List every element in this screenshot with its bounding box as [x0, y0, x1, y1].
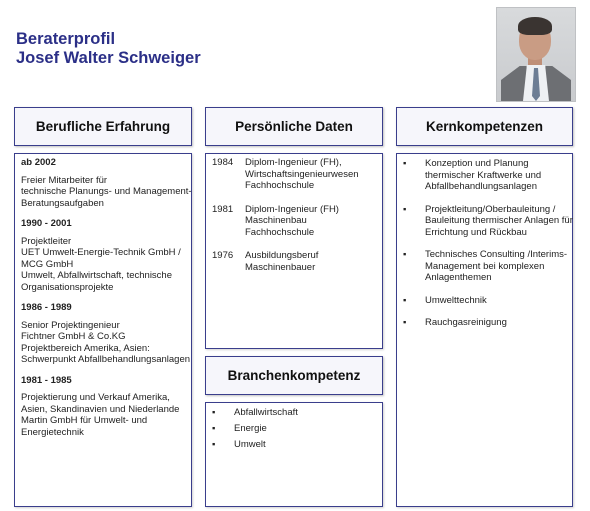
industry-item-text: [234, 407, 298, 419]
education-text: [245, 204, 339, 239]
competency-item: [403, 295, 566, 307]
header-kernkompetenzen: Kernkompetenzen: [396, 107, 573, 146]
industry-item-line: Umwelt: [234, 439, 266, 450]
experience-panel: [14, 153, 192, 507]
industry-item-line: Energie: [234, 423, 267, 434]
education-row: [212, 157, 376, 192]
portrait-photo: [496, 7, 576, 102]
industry-item: [212, 439, 376, 451]
experience-line: Fichtner GmbH & Co.KG: [21, 331, 126, 342]
experience-line: Umwelt, Abfallwirtschaft, technische: [21, 270, 173, 281]
experience-entry: [21, 302, 191, 366]
title-line-1: Beraterprofil: [16, 30, 116, 48]
experience-line: Projektleiter: [21, 235, 72, 247]
competency-item-line: Management bei komplexen: [425, 260, 545, 272]
bullet-icon: ▪: [212, 439, 216, 450]
bullet-icon: ▪: [403, 158, 407, 169]
experience-line: Projektbereich Amerika, Asien:: [21, 342, 150, 354]
competency-item-text: [425, 317, 507, 329]
experience-period: ab 2002: [21, 157, 56, 168]
competency-item-line: Abfallbehandlungsanlagen: [425, 181, 537, 192]
header-berufliche-erfahrung: Berufliche Erfahrung: [14, 107, 192, 146]
experience-line: Freier Mitarbeiter für: [21, 174, 108, 186]
competency-item-line: Errichtung und Rückbau: [425, 226, 527, 238]
competency-item-line: Rauchgasreinigung: [425, 317, 507, 328]
personal-data-panel: [205, 153, 383, 349]
competency-item-text: [425, 204, 573, 239]
competency-item-line: Technisches Consulting /Interims-: [425, 249, 568, 260]
industry-item: [212, 423, 376, 435]
experience-line: Energietechnik: [21, 426, 84, 438]
core-competencies-panel: [396, 153, 573, 507]
experience-period: 1990 - 2001: [21, 218, 72, 229]
industry-item-text: [234, 423, 267, 435]
education-line: Diplom-Ingenieur (FH),: [245, 157, 342, 168]
competency-item: [403, 203, 573, 239]
industry-item-line: Abfallwirtschaft: [234, 407, 298, 418]
experience-line: Schwerpunkt Abfallbehandlungsanlagen: [21, 354, 191, 365]
experience-line: technische Planungs- und Management-: [21, 186, 192, 197]
bullet-icon: ▪: [212, 407, 216, 418]
bullet-icon: ▪: [212, 423, 216, 434]
experience-period: 1986 - 1989: [21, 302, 72, 313]
bullet-icon: ▪: [403, 203, 407, 215]
experience-line: UET Umwelt-Energie-Technik GmbH /: [21, 247, 181, 258]
competency-item-text: [425, 249, 567, 284]
experience-line: Organisationsprojekte: [21, 281, 114, 293]
competency-item-line: Bauleitung thermischer Anlagen für: [425, 215, 573, 226]
competency-item-line: Projektleitung/Oberbauleitung /: [425, 203, 556, 215]
experience-line: Asien, Skandinavien und Niederlande: [21, 403, 180, 415]
education-year: 1976: [212, 250, 234, 261]
experience-line: Senior Projektingenieur: [21, 319, 120, 331]
bullet-icon: ▪: [403, 317, 407, 328]
industry-item-text: [234, 439, 266, 451]
experience-period: 1981 - 1985: [21, 374, 72, 386]
profile-title: [16, 30, 201, 68]
education-line: Fachhochschule: [245, 226, 315, 238]
competency-item: [403, 317, 566, 329]
competency-item: [403, 249, 566, 284]
education-year: 1984: [212, 157, 234, 168]
experience-line: Beratungsaufgaben: [21, 197, 104, 209]
bullet-icon: ▪: [403, 294, 407, 306]
education-line: Fachhochschule: [245, 180, 315, 191]
education-line: Maschinenbau: [245, 215, 307, 226]
industry-competence-panel: [205, 402, 383, 507]
education-text: [245, 250, 318, 273]
competency-item-line: Umwelttechnik: [425, 294, 487, 306]
bullet-icon: ▪: [403, 249, 407, 260]
competency-item-line: Konzeption und Planung: [425, 158, 529, 169]
competency-item-text: [425, 295, 487, 307]
education-line: Maschinenbauer: [245, 261, 316, 273]
experience-entry: [21, 218, 185, 293]
title-line-2: Josef Walter Schweiger: [16, 49, 201, 67]
education-row: [212, 204, 376, 239]
experience-line: Martin GmbH für Umwelt- und: [21, 415, 148, 426]
industry-item: [212, 407, 376, 419]
education-line: Diplom-Ingenieur (FH): [245, 203, 339, 215]
experience-entry: [21, 375, 185, 439]
experience-line: MCG GmbH: [21, 258, 74, 270]
experience-line: Projektierung und Verkauf Amerika,: [21, 392, 170, 403]
header-branchenkompetenz: Branchenkompetenz: [205, 356, 383, 395]
education-row: [212, 250, 376, 273]
competency-item-text: [425, 158, 541, 193]
competency-item-line: thermischer Kraftwerke und: [425, 169, 542, 181]
competency-item: [403, 158, 566, 193]
education-line: Ausbildungsberuf: [245, 250, 319, 261]
education-text: [245, 157, 359, 192]
header-persoenliche-daten: Persönliche Daten: [205, 107, 383, 146]
education-line: Wirtschaftsingenieurwesen: [245, 168, 359, 180]
education-year: 1981: [212, 203, 234, 215]
experience-entry: [21, 157, 192, 209]
competency-item-line: Anlagenthemen: [425, 272, 492, 283]
